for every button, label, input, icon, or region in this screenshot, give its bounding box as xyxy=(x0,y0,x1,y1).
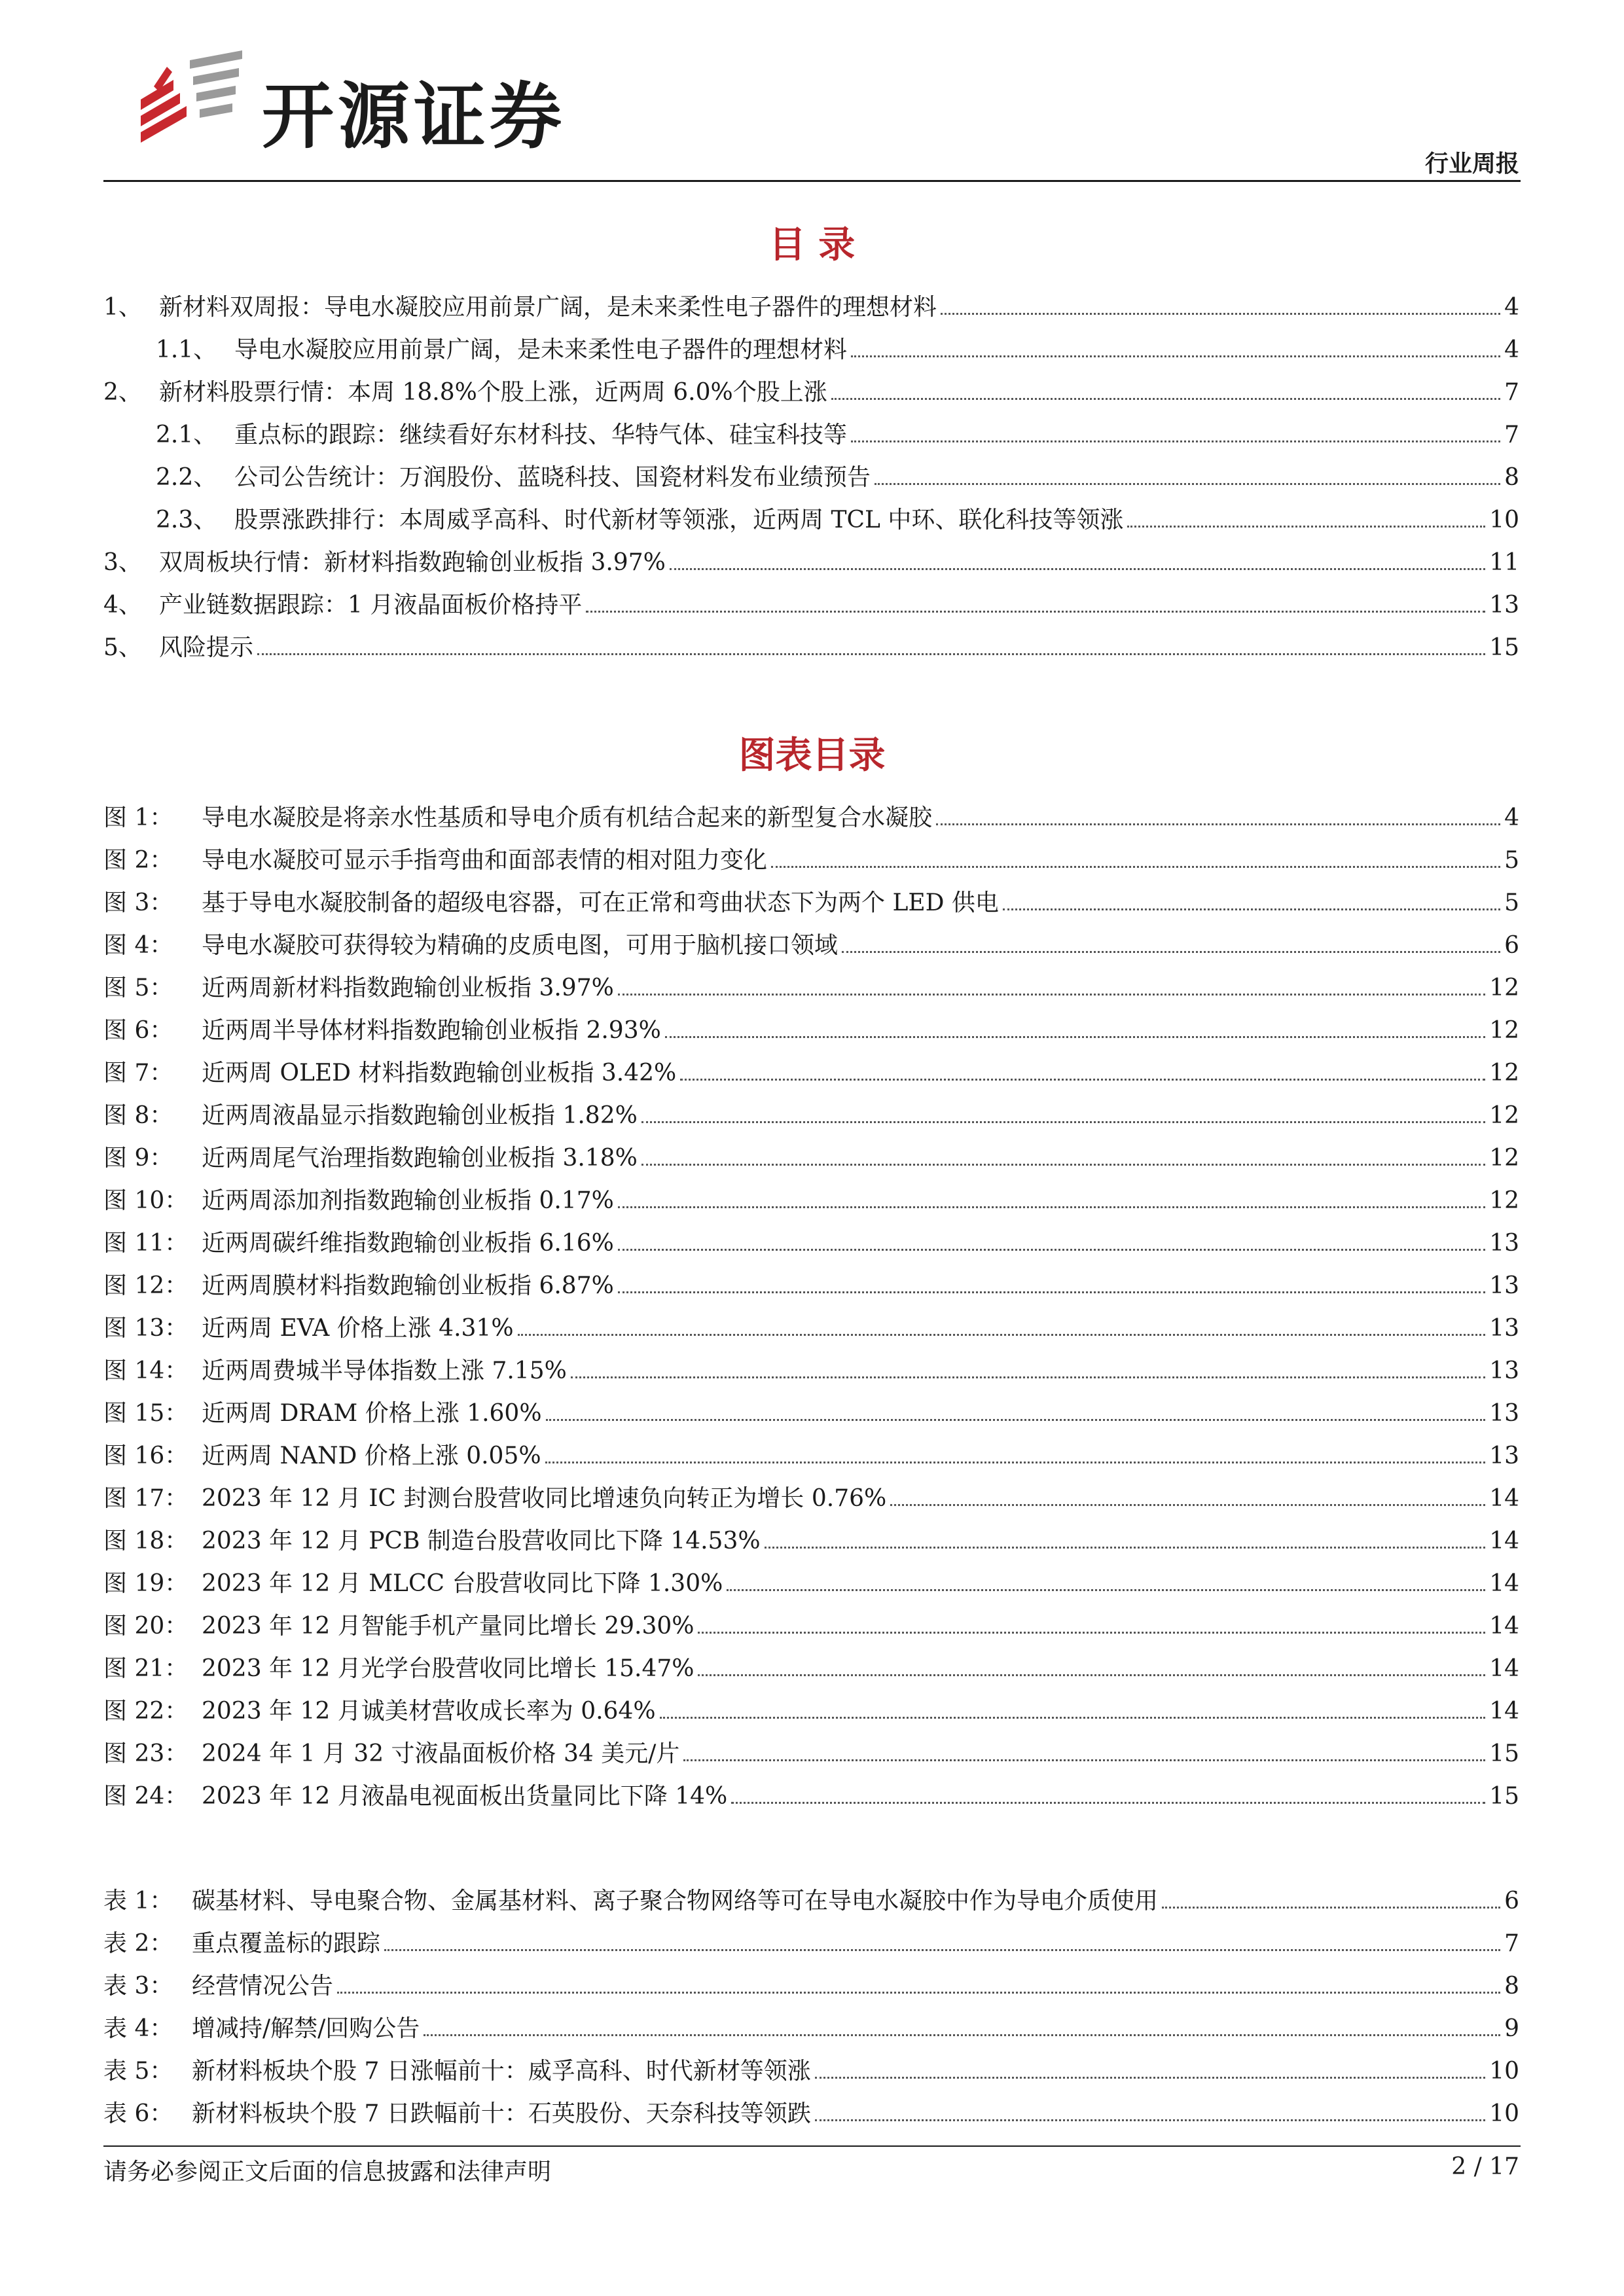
dot-leader xyxy=(683,1759,1485,1761)
entry-number: 图 3： xyxy=(103,889,173,916)
entry-title: 重点覆盖标的跟踪 xyxy=(192,1930,381,1957)
entry-title: 近两周膜材料指数跑输创业板指 6.87% xyxy=(202,1272,614,1299)
entry-page: 6 xyxy=(1504,932,1519,959)
figure-entry[interactable] xyxy=(103,1397,1519,1430)
dot-leader xyxy=(851,440,1500,442)
entry-number: 图 16： xyxy=(103,1443,189,1469)
entry-title: 2023 年 12 月 IC 封测台股营收同比增速负向转正为增长 0.76% xyxy=(202,1485,887,1512)
entry-title: 2023 年 12 月诚美材营收成长率为 0.64% xyxy=(202,1698,656,1725)
entry-page: 9 xyxy=(1504,2015,1519,2042)
entry-title: 公司公告统计：万润股份、蓝晓科技、国瓷材料发布业绩预告 xyxy=(234,464,871,491)
entry-number: 图 24： xyxy=(103,1783,189,1810)
toc-entry[interactable] xyxy=(103,547,1519,579)
toc-entry[interactable] xyxy=(103,376,1519,409)
entry-number: 图 9： xyxy=(103,1145,173,1172)
table-entry[interactable] xyxy=(103,1970,1519,2003)
toc-entry[interactable] xyxy=(103,589,1519,622)
figure-entry[interactable] xyxy=(103,972,1519,1005)
entry-number: 图 14： xyxy=(103,1357,189,1384)
dot-leader xyxy=(641,1121,1485,1123)
entry-page: 13 xyxy=(1489,1230,1519,1257)
entry-title: 近两周 OLED 材料指数跑输创业板指 3.42% xyxy=(202,1060,677,1086)
figure-entry[interactable] xyxy=(103,1312,1519,1345)
entry-page: 4 xyxy=(1504,294,1519,321)
entry-page: 7 xyxy=(1504,422,1519,448)
footer-divider xyxy=(103,2145,1521,2147)
dot-leader xyxy=(545,1462,1486,1463)
entry-number: 图 8： xyxy=(103,1102,173,1129)
dot-leader xyxy=(518,1334,1486,1336)
entry-number: 图 11： xyxy=(103,1230,189,1257)
entry-title: 近两周费城半导体指数上涨 7.15% xyxy=(202,1357,567,1384)
entry-number: 3、 xyxy=(103,549,142,576)
entry-title: 基于导电水凝胶制备的超级电容器，可在正常和弯曲状态下为两个 LED 供电 xyxy=(202,889,999,916)
entry-number: 图 10： xyxy=(103,1187,189,1214)
figure-toc-title: 图表目录 xyxy=(738,734,886,777)
entry-number: 表 3： xyxy=(103,1973,173,2000)
entry-page: 13 xyxy=(1489,1272,1519,1299)
entry-number: 表 1： xyxy=(103,1888,173,1914)
entry-title: 碳基材料、导电聚合物、金属基材料、离子聚合物网络等可在导电水凝胶中作为导电介质使用 xyxy=(192,1888,1159,1914)
figure-entry[interactable] xyxy=(103,1482,1519,1515)
figure-entry[interactable] xyxy=(103,1270,1519,1302)
dot-leader xyxy=(936,823,1500,825)
entry-page: 12 xyxy=(1489,1102,1519,1129)
figure-entry[interactable] xyxy=(103,1227,1519,1260)
entry-number: 图 19： xyxy=(103,1570,189,1597)
entry-page: 6 xyxy=(1504,1888,1519,1914)
figure-entry[interactable] xyxy=(103,1142,1519,1175)
entry-title: 近两周 DRAM 价格上涨 1.60% xyxy=(202,1400,542,1427)
entry-page: 13 xyxy=(1489,592,1519,619)
entry-title: 2023 年 12 月光学台股营收同比增长 15.47% xyxy=(202,1655,695,1682)
entry-title: 2023 年 12 月液晶电视面板出货量同比下降 14% xyxy=(202,1783,728,1810)
dot-leader xyxy=(875,483,1500,485)
entry-number: 图 22： xyxy=(103,1698,189,1725)
dot-leader xyxy=(842,951,1500,953)
dot-leader xyxy=(1162,1907,1500,1909)
entry-number: 2.2、 xyxy=(156,464,217,491)
entry-number: 图 18： xyxy=(103,1528,189,1554)
entry-page: 15 xyxy=(1489,634,1519,661)
dot-leader xyxy=(831,398,1500,400)
dot-leader xyxy=(571,1376,1485,1378)
entry-page: 5 xyxy=(1504,889,1519,916)
dot-leader xyxy=(698,1632,1485,1634)
dot-leader xyxy=(586,611,1485,613)
entry-title: 近两周 NAND 价格上涨 0.05% xyxy=(202,1443,541,1469)
dot-leader xyxy=(890,1504,1485,1506)
entry-number: 图 7： xyxy=(103,1060,173,1086)
toc-entry[interactable] xyxy=(103,504,1519,537)
report-type: 行业周报 xyxy=(1424,151,1519,177)
entry-number: 图 23： xyxy=(103,1740,189,1767)
header-divider xyxy=(103,180,1521,182)
table-entry[interactable] xyxy=(103,2013,1519,2045)
figure-entry[interactable] xyxy=(103,1440,1519,1473)
entry-page: 13 xyxy=(1489,1443,1519,1469)
entry-page: 10 xyxy=(1489,2100,1519,2127)
dot-leader xyxy=(941,313,1500,315)
entry-number: 图 20： xyxy=(103,1613,189,1640)
figure-entry[interactable] xyxy=(103,1738,1519,1770)
entry-page: 15 xyxy=(1489,1783,1519,1810)
entry-number: 表 6： xyxy=(103,2100,173,2127)
toc-entry[interactable] xyxy=(103,419,1519,452)
entry-title: 2023 年 12 月 PCB 制造台股营收同比下降 14.53% xyxy=(202,1528,761,1554)
dot-leader xyxy=(641,1164,1485,1166)
entry-number: 2.1、 xyxy=(156,422,217,448)
entry-page: 7 xyxy=(1504,1930,1519,1957)
entry-page: 14 xyxy=(1489,1528,1519,1554)
dot-leader xyxy=(1003,908,1500,910)
entry-number: 图 2： xyxy=(103,847,173,874)
toc-entry[interactable] xyxy=(103,632,1519,664)
figure-entry[interactable] xyxy=(103,1653,1519,1685)
entry-title: 产业链数据跟踪：1 月液晶面板价格持平 xyxy=(159,592,583,619)
entry-number: 1、 xyxy=(103,294,142,321)
entry-number: 图 12： xyxy=(103,1272,189,1299)
entry-page: 12 xyxy=(1489,1060,1519,1086)
page-number: 2 / 17 xyxy=(1451,2153,1519,2180)
entry-title: 导电水凝胶可显示手指弯曲和面部表情的相对阻力变化 xyxy=(202,847,768,874)
company-name: 开源证券 xyxy=(262,75,566,158)
entry-title: 2024 年 1 月 32 寸液晶面板价格 34 美元/片 xyxy=(202,1740,680,1767)
entry-page: 14 xyxy=(1489,1485,1519,1512)
dot-leader xyxy=(337,1992,1500,1994)
entry-page: 14 xyxy=(1489,1570,1519,1597)
entry-page: 8 xyxy=(1504,1973,1519,2000)
figure-entry[interactable] xyxy=(103,802,1519,834)
entry-title: 重点标的跟踪：继续看好东材科技、华特气体、硅宝科技等 xyxy=(234,422,848,448)
figure-entry[interactable] xyxy=(103,1610,1519,1643)
entry-title: 新材料板块个股 7 日涨幅前十：威孚高科、时代新材等领涨 xyxy=(192,2058,811,2085)
entry-number: 4、 xyxy=(103,592,142,619)
entry-title: 新材料股票行情：本周 18.8%个股上涨，近两周 6.0%个股上涨 xyxy=(159,379,827,406)
entry-page: 12 xyxy=(1489,975,1519,1001)
entry-number: 5、 xyxy=(103,634,142,661)
dot-leader xyxy=(670,568,1485,570)
entry-number: 表 5： xyxy=(103,2058,173,2085)
entry-number: 2、 xyxy=(103,379,142,406)
dot-leader xyxy=(660,1717,1486,1719)
dot-leader xyxy=(618,994,1485,996)
table-entry[interactable] xyxy=(103,1885,1519,1918)
figure-entry[interactable] xyxy=(103,1355,1519,1388)
entry-title: 近两周新材料指数跑输创业板指 3.97% xyxy=(202,975,614,1001)
entry-number: 2.3、 xyxy=(156,507,217,533)
entry-title: 经营情况公告 xyxy=(192,1973,334,2000)
entry-title: 双周板块行情：新材料指数跑输创业板指 3.97% xyxy=(159,549,666,576)
entry-page: 13 xyxy=(1489,1400,1519,1427)
figure-entry[interactable] xyxy=(103,1185,1519,1217)
entry-number: 图 15： xyxy=(103,1400,189,1427)
legal-disclaimer: 请务必参阅正文后面的信息披露和法律声明 xyxy=(103,2159,552,2185)
dot-leader xyxy=(618,1291,1485,1293)
figure-entry[interactable] xyxy=(103,929,1519,962)
figure-entry[interactable] xyxy=(103,1695,1519,1728)
entry-number: 表 2： xyxy=(103,1930,173,1957)
figure-entry[interactable] xyxy=(103,1057,1519,1090)
entry-title: 股票涨跌排行：本周威孚高科、时代新材等领涨，近两周 TCL 中环、联化科技等领涨 xyxy=(234,507,1124,533)
dot-leader xyxy=(424,2034,1500,2036)
toc-entry[interactable] xyxy=(103,291,1519,324)
entry-title: 2023 年 12 月 MLCC 台股营收同比下降 1.30% xyxy=(202,1570,723,1597)
figure-entry[interactable] xyxy=(103,1014,1519,1047)
dot-leader xyxy=(731,1802,1485,1804)
dot-leader xyxy=(618,1249,1485,1251)
entry-page: 4 xyxy=(1504,336,1519,363)
figure-entry[interactable] xyxy=(103,1525,1519,1558)
table-entry[interactable] xyxy=(103,2098,1519,2130)
entry-page: 13 xyxy=(1489,1357,1519,1384)
figure-entry[interactable] xyxy=(103,1568,1519,1600)
entry-page: 14 xyxy=(1489,1655,1519,1682)
entry-title: 2023 年 12 月智能手机产量同比增长 29.30% xyxy=(202,1613,695,1640)
entry-title: 近两周尾气治理指数跑输创业板指 3.18% xyxy=(202,1145,638,1172)
dot-leader xyxy=(851,355,1500,357)
entry-number: 图 21： xyxy=(103,1655,189,1682)
entry-number: 图 5： xyxy=(103,975,173,1001)
dot-leader xyxy=(257,653,1485,655)
entry-title: 近两周 EVA 价格上涨 4.31% xyxy=(202,1315,514,1342)
entry-title: 导电水凝胶应用前景广阔，是未来柔性电子器件的理想材料 xyxy=(234,336,848,363)
dot-leader xyxy=(727,1589,1485,1591)
entry-page: 10 xyxy=(1489,507,1519,533)
dot-leader xyxy=(384,1949,1500,1951)
entry-page: 14 xyxy=(1489,1698,1519,1725)
dot-leader xyxy=(815,2119,1485,2121)
company-logo xyxy=(134,47,632,158)
entry-number: 图 6： xyxy=(103,1017,173,1044)
entry-page: 12 xyxy=(1489,1017,1519,1044)
entry-number: 图 4： xyxy=(103,932,173,959)
entry-number: 图 17： xyxy=(103,1485,189,1512)
dot-leader xyxy=(815,2077,1485,2079)
dot-leader xyxy=(665,1036,1485,1038)
figure-entry[interactable] xyxy=(103,887,1519,920)
logo-mark-icon xyxy=(134,47,259,152)
entry-title: 风险提示 xyxy=(159,634,254,661)
entry-number: 1.1、 xyxy=(156,336,217,363)
dot-leader xyxy=(698,1674,1485,1676)
entry-page: 5 xyxy=(1504,847,1519,874)
entry-page: 12 xyxy=(1489,1187,1519,1214)
entry-title: 导电水凝胶是将亲水性基质和导电介质有机结合起来的新型复合水凝胶 xyxy=(202,804,933,831)
figure-entry[interactable] xyxy=(103,1780,1519,1813)
entry-page: 4 xyxy=(1504,804,1519,831)
entry-title: 近两周液晶显示指数跑输创业板指 1.82% xyxy=(202,1102,638,1129)
dot-leader xyxy=(1127,526,1485,528)
dot-leader xyxy=(546,1419,1486,1421)
entry-page: 13 xyxy=(1489,1315,1519,1342)
entry-number: 表 4： xyxy=(103,2015,173,2042)
entry-title: 导电水凝胶可获得较为精确的皮质电图，可用于脑机接口领域 xyxy=(202,932,839,959)
entry-page: 7 xyxy=(1504,379,1519,406)
entry-page: 10 xyxy=(1489,2058,1519,2085)
dot-leader xyxy=(771,866,1500,868)
dot-leader xyxy=(680,1079,1485,1081)
entry-page: 12 xyxy=(1489,1145,1519,1172)
entry-page: 15 xyxy=(1489,1740,1519,1767)
entry-title: 新材料板块个股 7 日跌幅前十：石英股份、天奈科技等领跌 xyxy=(192,2100,811,2127)
table-entry[interactable] xyxy=(103,2055,1519,2088)
entry-title: 增减持/解禁/回购公告 xyxy=(192,2015,420,2042)
dot-leader xyxy=(618,1206,1485,1208)
dot-leader xyxy=(765,1547,1486,1549)
entry-page: 14 xyxy=(1489,1613,1519,1640)
entry-page: 11 xyxy=(1489,549,1519,576)
entry-title: 近两周半导体材料指数跑输创业板指 2.93% xyxy=(202,1017,661,1044)
figure-entry[interactable] xyxy=(103,844,1519,877)
entry-number: 图 13： xyxy=(103,1315,189,1342)
toc-entry[interactable] xyxy=(103,334,1519,367)
entry-number: 图 1： xyxy=(103,804,173,831)
entry-title: 新材料双周报：导电水凝胶应用前景广阔，是未来柔性电子器件的理想材料 xyxy=(159,294,937,321)
entry-title: 近两周添加剂指数跑输创业板指 0.17% xyxy=(202,1187,614,1214)
table-entry[interactable] xyxy=(103,1928,1519,1960)
entry-page: 8 xyxy=(1504,464,1519,491)
toc-entry[interactable] xyxy=(103,461,1519,494)
entry-title: 近两周碳纤维指数跑输创业板指 6.16% xyxy=(202,1230,614,1257)
toc-title: 目 录 xyxy=(768,224,856,266)
figure-entry[interactable] xyxy=(103,1100,1519,1132)
